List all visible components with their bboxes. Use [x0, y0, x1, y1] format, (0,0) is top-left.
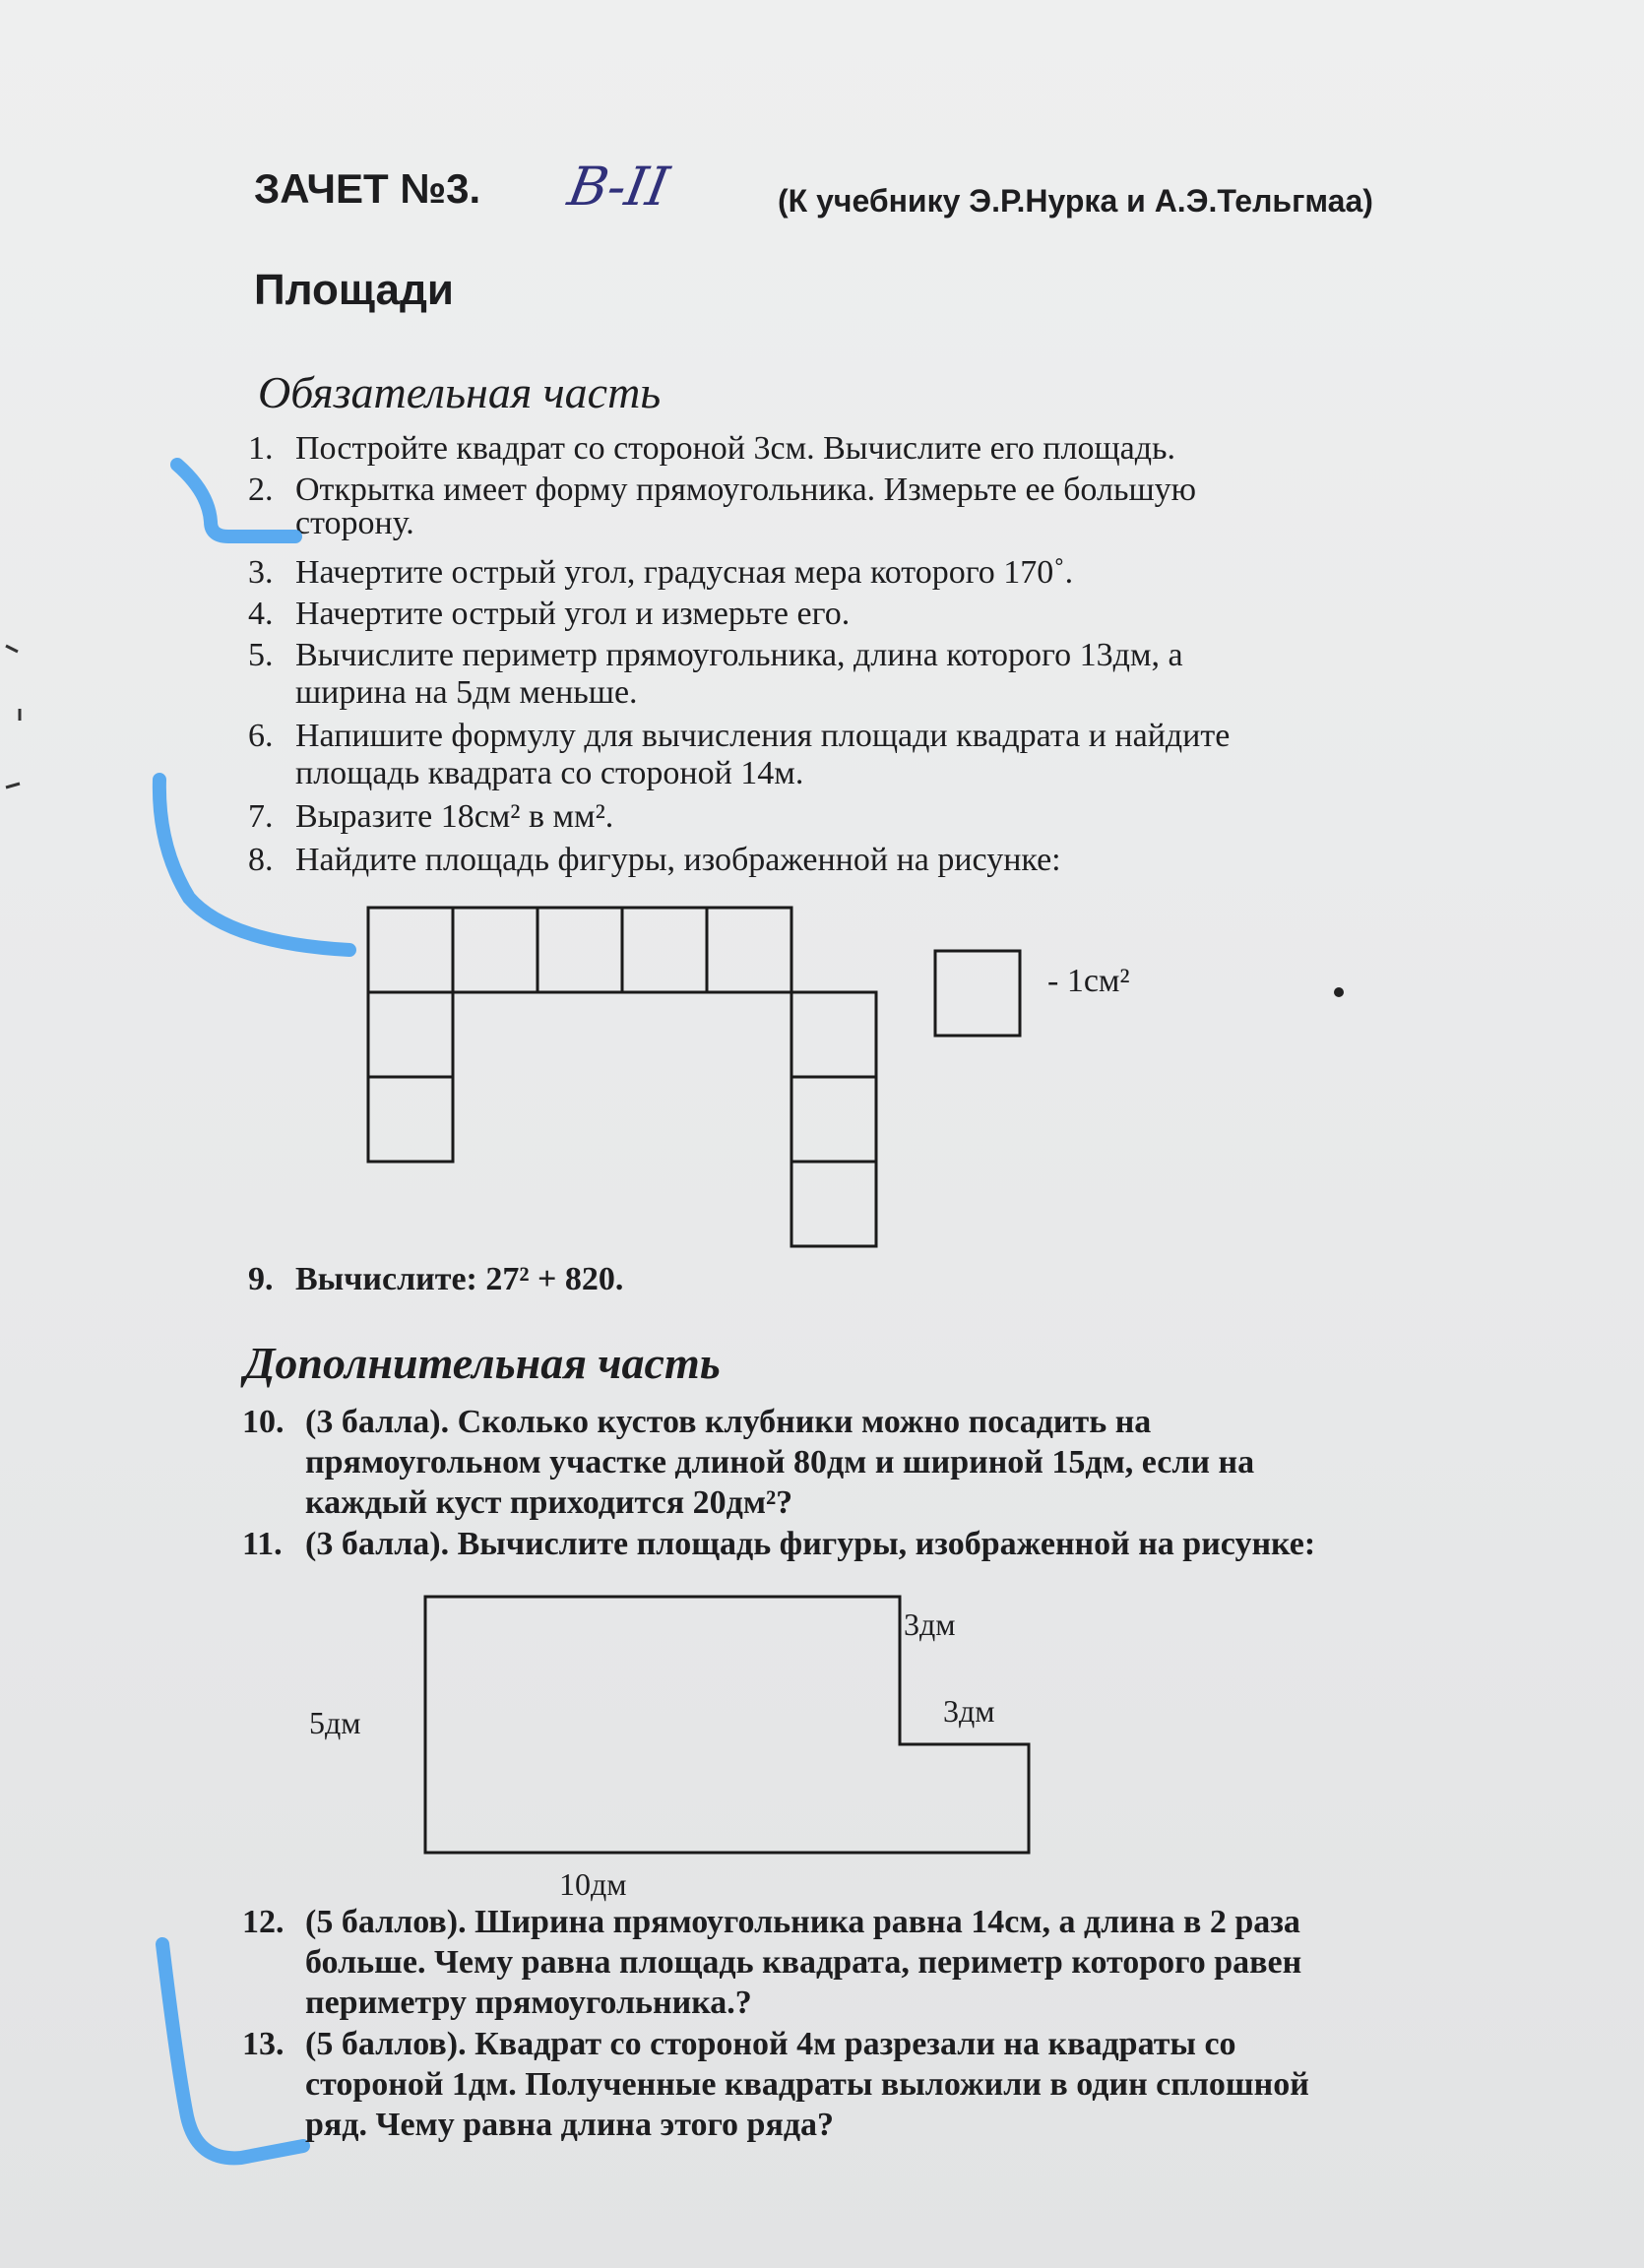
label-top-right: 3дм [904, 1606, 956, 1642]
task-line: прямоугольном участке длиной 80дм и шириной 15дм, если на [305, 1444, 1255, 1480]
task-9 [248, 1260, 623, 1299]
task-12 [242, 1902, 1301, 2023]
task-11 [242, 1524, 1315, 1564]
required-section-title: Обязательная часть [258, 367, 662, 417]
unit-square [791, 992, 876, 1077]
task-line: площадь квадрата со стороной 14м. [295, 755, 804, 791]
task-line: Начертите острый угол и измерьте его. [295, 596, 851, 632]
task-line: сторону. [295, 505, 414, 541]
highlight-mark [159, 780, 349, 950]
topic-title: Площади [254, 266, 454, 314]
task-line: ряд. Чему равна длина этого ряда? [305, 2107, 835, 2143]
unit-square [368, 1077, 453, 1162]
unit-square [791, 1162, 876, 1246]
extra-section-title: Дополнительная часть [244, 1338, 721, 1388]
task-line: Вычислите периметр прямоугольника, длина которого 13дм, а [295, 637, 1183, 673]
task-line: Открытка имеет форму прямоугольника. Измерьте ее большую [295, 472, 1197, 508]
task-number: 5. [248, 637, 274, 673]
task-line: (3 балла). Сколько кустов клубники можно посадить на [305, 1404, 1152, 1440]
task-line: (3 балла). Вычислите площадь фигуры, изображенной на рисунке: [305, 1526, 1316, 1562]
task-number: 7. [248, 798, 274, 835]
task-13 [242, 2024, 1309, 2145]
unit-square [622, 908, 707, 992]
unit-square [707, 908, 791, 992]
task-number: 11. [242, 1526, 283, 1562]
label-step: 3дм [943, 1693, 995, 1729]
label-left: 5дм [309, 1705, 361, 1740]
unit-square [453, 908, 537, 992]
task-number: 9. [248, 1261, 274, 1297]
task-line: каждый куст приходится 20дм²? [305, 1484, 793, 1521]
legend-square [935, 951, 1020, 1036]
task-number: 2. [248, 472, 274, 508]
task-line: больше. Чему равна площадь квадрата, периметр которого равен [305, 1944, 1302, 1981]
task-number: 12. [242, 1904, 285, 1940]
task-line: Найдите площадь фигуры, изображенной на рисунке: [295, 842, 1061, 878]
task-number: 6. [248, 718, 274, 754]
margin-tick [6, 784, 20, 788]
margin-tick [6, 646, 18, 652]
label-bottom: 10дм [559, 1866, 627, 1902]
task-line: Напишите формулу для вычисления площади квадрата и найдите [295, 718, 1231, 754]
task-number: 13. [242, 2026, 285, 2062]
variant-handwritten: В-II [563, 156, 674, 218]
task-number: 10. [242, 1404, 285, 1440]
ink-dot [1334, 987, 1344, 997]
task-line: Вычислите: 27² + 820. [295, 1261, 624, 1297]
task-line: ширина на 5дм меньше. [295, 674, 638, 711]
textbook-reference: (К учебнику Э.Р.Нурка и А.Э.Тельгмаа) [778, 183, 1373, 219]
unit-square [537, 908, 622, 992]
task-number: 8. [248, 842, 274, 878]
test-title: ЗАЧЕТ №3. [254, 165, 481, 212]
task-line: Постройте квадрат со стороной 3см. Вычислите его площадь. [295, 430, 1176, 467]
unit-square [791, 1077, 876, 1162]
task-line: стороной 1дм. Полученные квадраты выложили в один сплошной [305, 2066, 1309, 2103]
task-line: периметру прямоугольника.? [305, 1984, 752, 2021]
unit-square [368, 992, 453, 1077]
task-number: 3. [248, 554, 274, 591]
task-line: (5 баллов). Ширина прямоугольника равна 14см, а длина в 2 раза [305, 1904, 1300, 1940]
task-10 [242, 1402, 1254, 1523]
legend-label: - 1см² [1047, 963, 1130, 999]
highlight-mark [177, 465, 295, 536]
task-number: 4. [248, 596, 274, 632]
unit-square [368, 908, 453, 992]
task-number: 1. [248, 430, 274, 467]
task-line: Начертите острый угол, градусная мера которого 170˚. [295, 554, 1074, 591]
task-line: (5 баллов). Квадрат со стороной 4м разрезали на квадраты со [305, 2026, 1236, 2062]
task-line: Выразите 18см² в мм². [295, 798, 614, 835]
